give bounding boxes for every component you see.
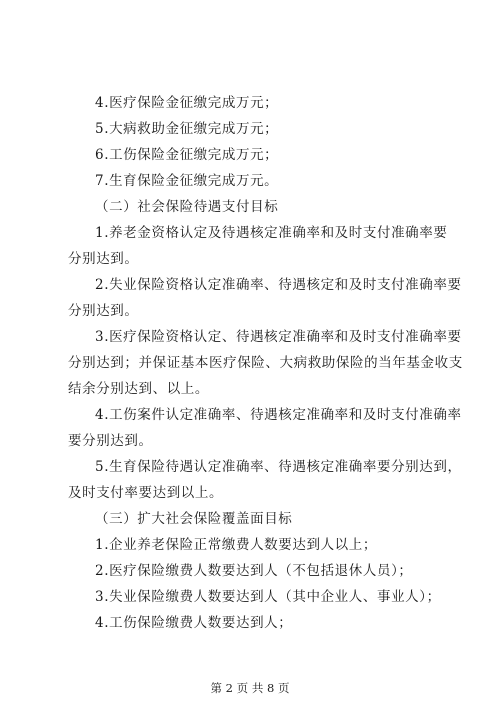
text-line-13: 4.工伤案件认定准确率、待遇核定准确率和及时支付准确率	[95, 407, 462, 423]
text-line-6: 1.养老金资格认定及待遇核定准确率和及时支付准确率要	[95, 225, 448, 241]
text-line-14: 要分别达到。	[68, 433, 153, 449]
text-line-1: 4.医疗保险金征缴完成万元；	[95, 95, 279, 111]
text-line-12: 结余分别达到、以上。	[68, 381, 209, 397]
text-line-8: 2.失业保险资格认定准确率、待遇核定和及时支付准确率要	[95, 277, 462, 293]
text-line-2: 5.大病救助金征缴完成万元；	[95, 121, 279, 137]
text-line-16: 及时支付率要达到以上。	[68, 485, 224, 501]
text-line-4: 7.生育保险金征缴完成万元。	[95, 173, 279, 189]
text-line-21: 4.工伤保险缴费人数要达到人；	[95, 615, 293, 631]
document-body	[68, 92, 463, 638]
text-line-3: 6.工伤保险金征缴完成万元；	[95, 147, 279, 163]
text-line-7: 分别达到。	[68, 251, 139, 267]
text-line-9: 分别达到。	[68, 303, 139, 319]
section-heading-3: （三）扩大社会保险覆盖面目标	[95, 511, 293, 527]
text-line-18: 1.企业养老保险正常缴费人数要达到人以上；	[95, 537, 377, 553]
text-line-11: 分别达到；并保证基本医疗保险、大病救助保险的当年基金收支	[68, 355, 463, 371]
text-line-19: 2.医疗保险缴费人数要达到人（不包括退休人员）；	[95, 563, 413, 579]
page-footer: 第 2 页 共 8 页	[210, 681, 290, 695]
section-heading-2: （二）社会保险待遇支付目标	[95, 199, 279, 215]
text-line-10: 3.医疗保险资格认定、待遇核定准确率和及时支付准确率要	[95, 329, 462, 345]
text-line-15: 5.生育保险待遇认定准确率、待遇核定准确率要分别达到，	[95, 459, 462, 475]
text-line-20: 3.失业保险缴费人数要达到人（其中企业人、事业人）；	[95, 589, 441, 605]
